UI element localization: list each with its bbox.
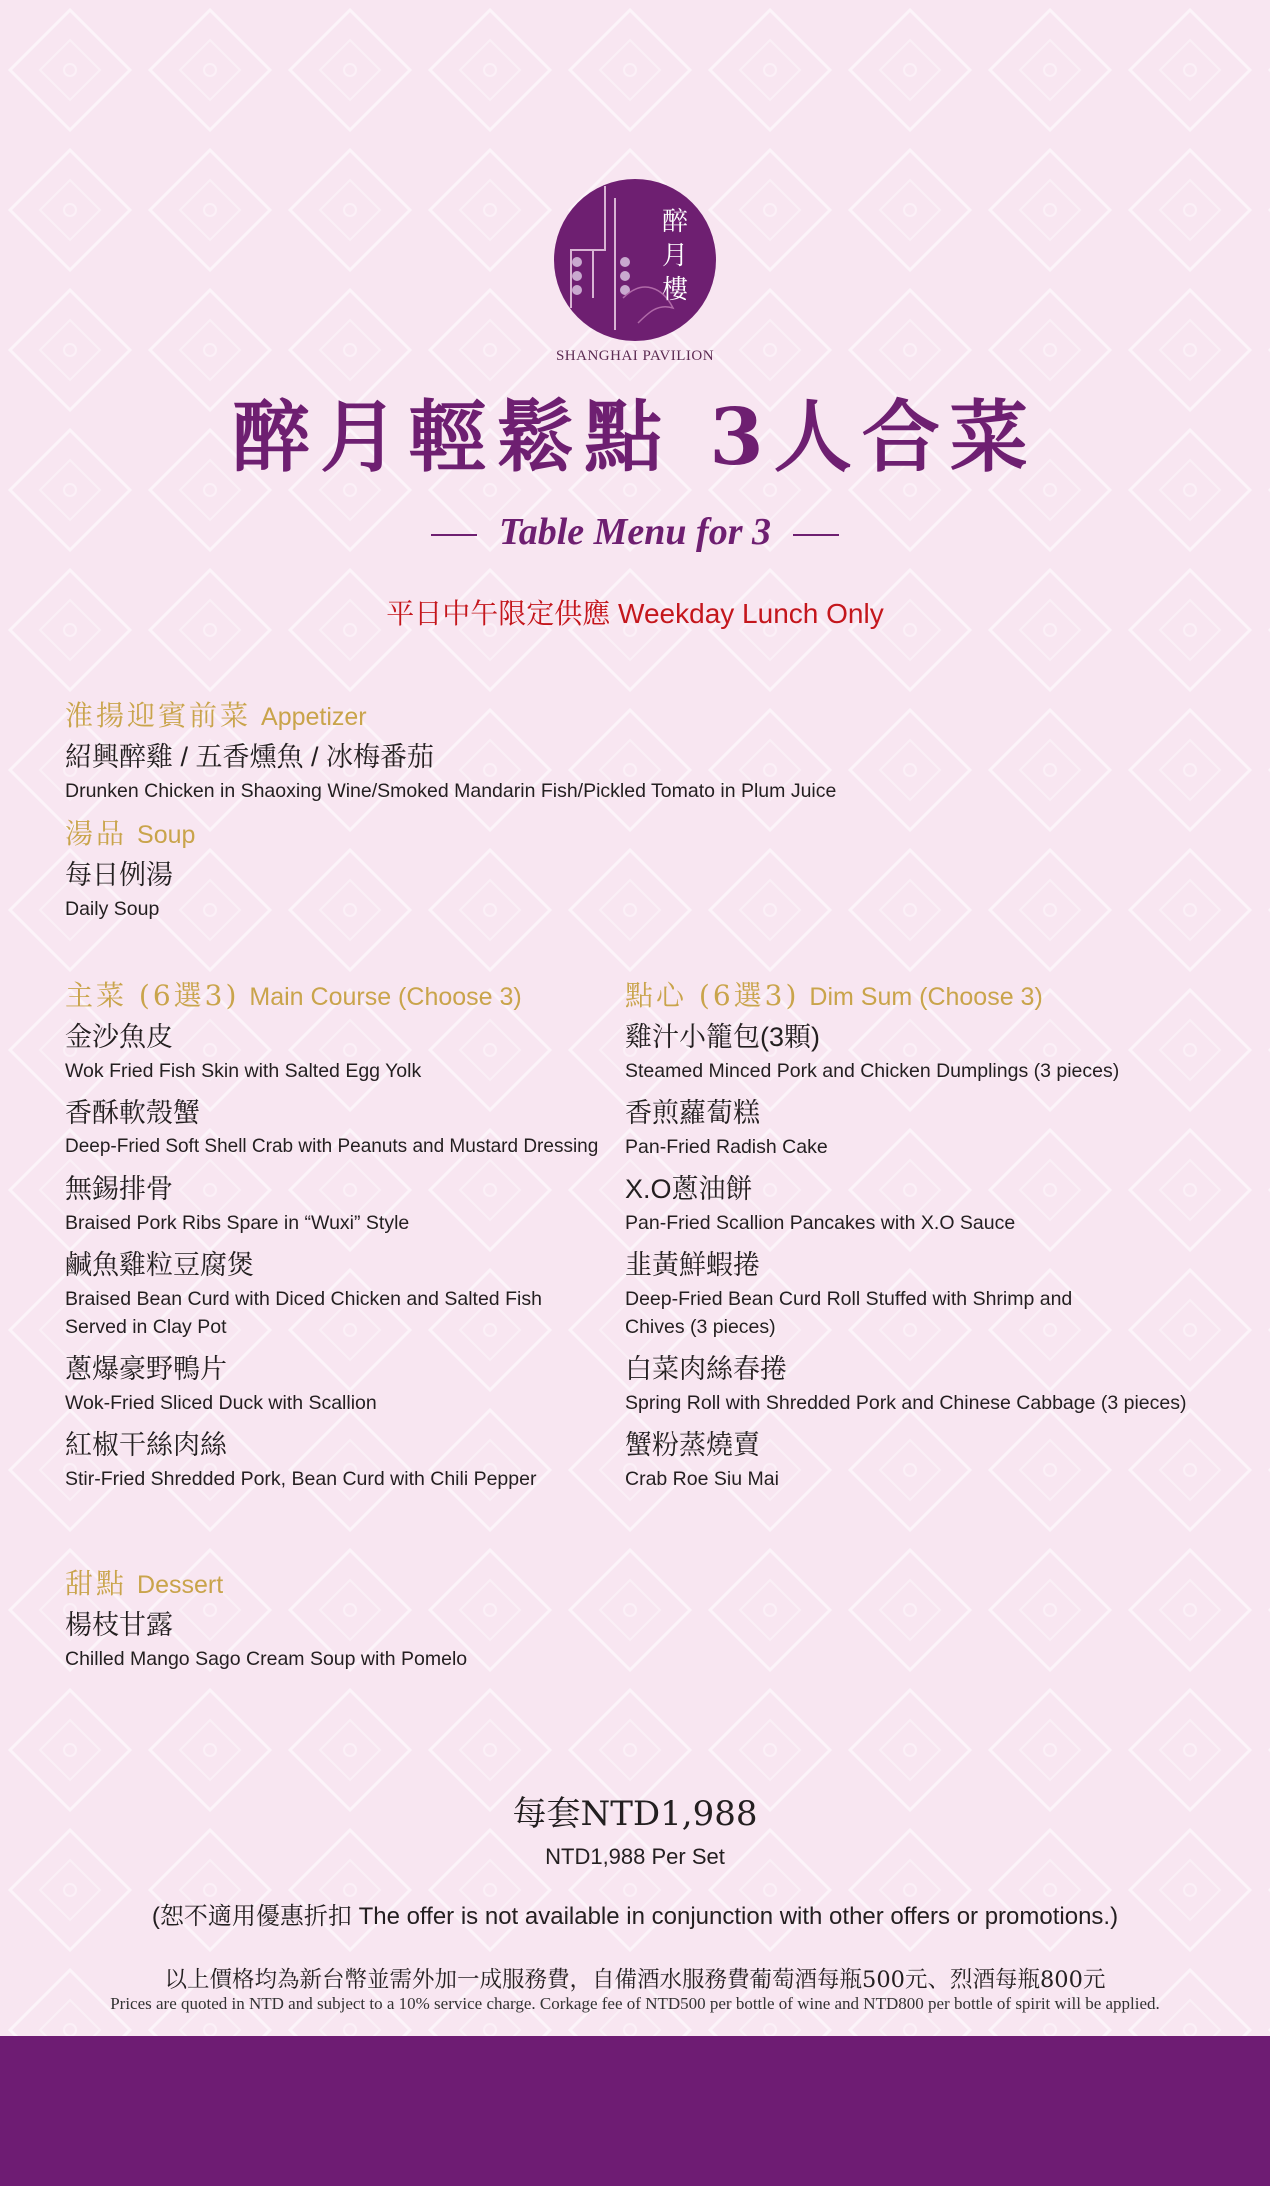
main-course-section — [65, 975, 625, 1501]
dish-en: Pan-Fried Radish Cake — [625, 1136, 828, 1158]
main-course-heading-en: Main Course (Choose 3) — [249, 983, 522, 1011]
dish-en: Braised Bean Curd with Diced Chicken and Salted Fish Served in Clay Pot — [65, 1288, 542, 1338]
logo-char-3: 樓 — [661, 275, 689, 305]
dish-zh: 香酥軟殼蟹 — [65, 1098, 200, 1128]
logo-subtitle: SHANGHAI PAVILION — [555, 348, 715, 364]
dish-en: Spring Roll with Shredded Pork and Chinese Cabbage (3 pieces) — [625, 1392, 1187, 1414]
dish-zh: 香煎蘿蔔糕 — [625, 1098, 760, 1128]
appetizer-soup-section — [65, 695, 1165, 931]
dish-zh: 雞汁小籠包(3顆) — [625, 1022, 820, 1052]
soup-heading-zh: 湯品 — [65, 817, 128, 850]
menu-subtitle — [0, 510, 1270, 554]
dish-zh: 紅椒干絲肉絲 — [65, 1430, 227, 1460]
left-rule — [431, 534, 477, 536]
dessert-section — [65, 1563, 865, 1681]
appetizer-heading — [65, 695, 1165, 737]
dish-zh: 紹興醉雞 / 五香燻魚 / 冰梅番茄 — [65, 742, 435, 772]
footer-band — [0, 2036, 1270, 2186]
dessert-heading-en: Dessert — [137, 1571, 224, 1599]
soup-heading — [65, 813, 1165, 855]
logo-char-2: 月 — [661, 241, 689, 271]
dish-en: Drunken Chicken in Shaoxing Wine/Smoked Mandarin Fish/Pickled Tomato in Plum Juice — [65, 780, 837, 802]
dish-zh: 楊枝甘露 — [65, 1610, 173, 1640]
dish-en: Steamed Minced Pork and Chicken Dumplings (3 pieces) — [625, 1060, 1120, 1082]
main-course-heading-zh: 主菜 (6選3) — [65, 979, 240, 1012]
dish-zh: 金沙魚皮 — [65, 1022, 173, 1052]
menu-title: 醉月輕鬆點 3人合菜 — [232, 392, 1038, 483]
dish-zh: 鹹魚雞粒豆腐煲 — [65, 1250, 254, 1280]
soup-heading-en: Soup — [137, 821, 196, 849]
availability-note: 平日中午限定供應 Weekday Lunch Only — [386, 598, 884, 629]
dessert-heading — [65, 1563, 865, 1605]
dim-sum-section — [625, 975, 1245, 1501]
dish-en: Deep-Fried Soft Shell Crab with Peanuts and Mustard Dressing — [65, 1136, 599, 1157]
dish-en: Wok-Fried Sliced Duck with Scallion — [65, 1392, 377, 1414]
dish-en: Pan-Fried Scallion Pancakes with X.O Sauce — [625, 1212, 1016, 1234]
dish-zh: 每日例湯 — [65, 860, 173, 890]
main-course-heading — [65, 975, 625, 1017]
dim-sum-heading-zh: 點心 (6選3) — [625, 979, 800, 1012]
logo — [535, 178, 735, 365]
dish-en: Chilled Mango Sago Cream Soup with Pomelo — [65, 1648, 468, 1670]
price-en: NTD1,988 Per Set — [545, 1844, 725, 1869]
appetizer-heading-zh: 淮揚迎賓前菜 — [65, 699, 252, 732]
dish-zh: 蟹粉蒸燒賣 — [625, 1430, 760, 1460]
appetizer-heading-en: Appetizer — [261, 703, 367, 731]
dish-en: Wok Fried Fish Skin with Salted Egg Yolk — [65, 1060, 422, 1082]
dim-sum-heading-en: Dim Sum (Choose 3) — [809, 983, 1043, 1011]
dish-zh: 蔥爆豪野鴨片 — [65, 1354, 227, 1384]
subtitle-text: Table Menu for 3 — [498, 511, 771, 553]
right-rule — [793, 534, 839, 536]
dish-zh: 韭黃鮮蝦捲 — [625, 1250, 760, 1280]
price-zh: 每套NTD1,988 — [512, 1794, 758, 1834]
dish-en: Braised Pork Ribs Spare in “Wuxi” Style — [65, 1212, 410, 1234]
dish-zh: 白菜肉絲春捲 — [625, 1354, 787, 1384]
dish-en: Daily Soup — [65, 898, 160, 920]
dish-en: Stir-Fried Shredded Pork, Bean Curd with Chili Pepper — [65, 1468, 537, 1490]
offer-disclaimer: (恕不適用優惠折扣 The offer is not available in conjunction with other offers or promotions.) — [151, 1903, 1119, 1930]
dish-zh: 無錫排骨 — [65, 1174, 173, 1204]
dish-en: Crab Roe Siu Mai — [625, 1468, 779, 1490]
service-charge-note-zh: 以上價格均為新台幣並需外加一成服務費，自備酒水服務費葡萄酒每瓶500元、烈酒每瓶800元 — [164, 1967, 1106, 1993]
dish-zh: X.O蔥油餅 — [625, 1174, 753, 1204]
logo-char-1: 醉 — [661, 207, 689, 237]
dim-sum-heading — [625, 975, 1245, 1017]
logo-emblem — [553, 178, 717, 342]
dish-en: Deep-Fried Bean Curd Roll Stuffed with Shrimp and Chives (3 pieces) — [625, 1288, 1073, 1338]
dessert-heading-zh: 甜點 — [65, 1567, 128, 1600]
service-charge-note-en: Prices are quoted in NTD and subject to a 10% service charge. Corkage fee of NTD500 per bottle of wine and NTD800 per bottle of spirit will be applied. — [110, 1994, 1160, 2013]
